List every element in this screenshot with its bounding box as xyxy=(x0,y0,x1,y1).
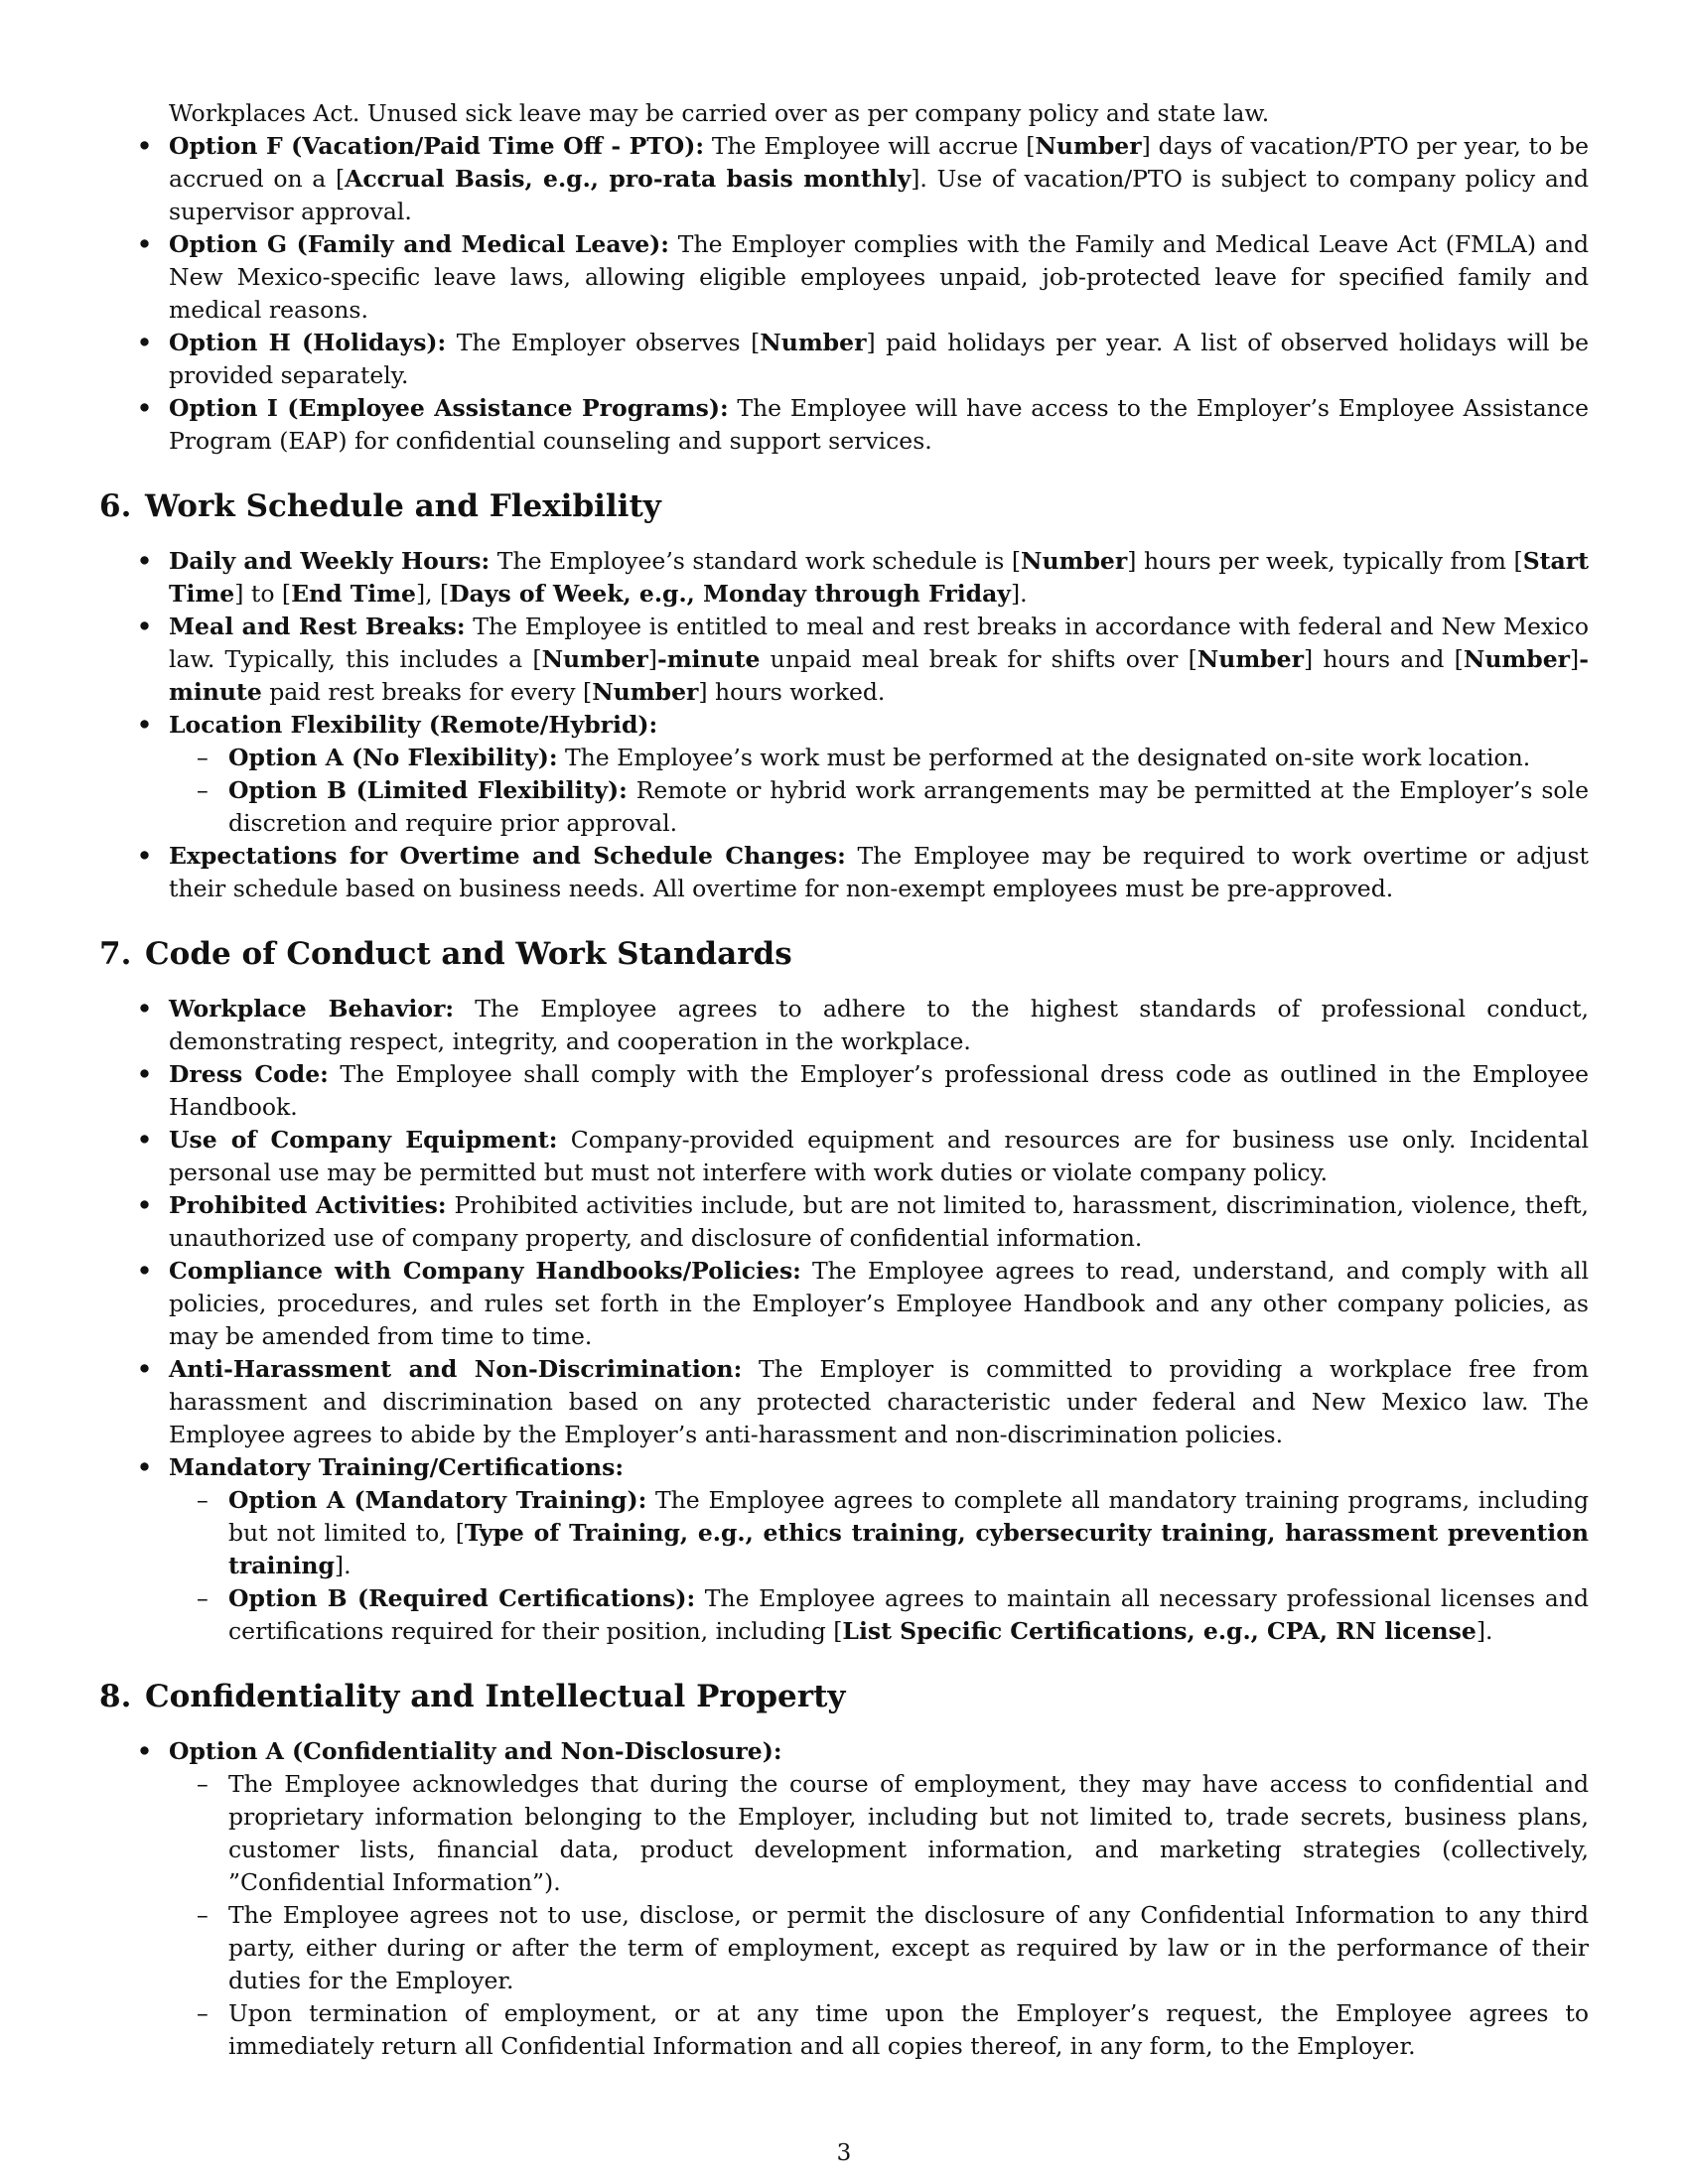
bullet-icon: • xyxy=(137,1257,153,1285)
bullet-icon: • xyxy=(137,1355,153,1383)
bullet-icon: • xyxy=(137,1737,153,1765)
list-item: • Daily and Weekly Hours: The Employee’s standard work schedule is [Number] hours per week, typically from [Start Time] to [End Time], [Days of Week, e.g., Monday through Friday]. xyxy=(137,547,1589,608)
code-of-conduct-list xyxy=(99,993,1589,1648)
dash-icon: – xyxy=(197,1770,209,1798)
sub-list xyxy=(169,742,1589,840)
list-item: • Dress Code: The Employee shall comply with the Employer’s professional dress code as outlined in the Employee Handbook. xyxy=(137,1060,1590,1121)
bullet-icon: • xyxy=(137,711,153,739)
document-page xyxy=(99,97,1589,2063)
continued-paragraph: Workplaces Act. Unused sick leave may be carried over as per company policy and state law. xyxy=(169,99,1270,127)
list-item: • Use of Company Equipment: Company-provided equipment and resources are for business use only. Incidental personal use may be permitted but must not interfere with work duties or violate company policy. xyxy=(137,1126,1589,1186)
sub-list xyxy=(169,1484,1589,1648)
section-heading xyxy=(99,935,1589,973)
bullet-icon: • xyxy=(137,1191,153,1219)
section-heading xyxy=(99,1678,1589,1715)
leave-options-list xyxy=(99,130,1589,458)
section-title: Confidentiality and Intellectual Property xyxy=(145,1679,846,1714)
sub-list-item: – Option A (No Flexibility): The Employee’s work must be performed at the designated on-site work location. xyxy=(169,742,1589,774)
list-item: • Expectations for Overtime and Schedule Changes: The Employee may be required to work overtime or adjust their schedule based on business needs. All overtime for non-exempt employees must be pre-approved. xyxy=(137,842,1589,902)
list-item: • Mandatory Training/Certifications: – Option A (Mandatory Training): The Employee agrees to complete all mandatory training programs, including but not limited to, [Type of Training, e.g., ethics training, cybersecurity training, harassment prevention training]. – Option B (Required Certifications): The Employee agrees to maintain all necessary professional licenses and certifications required for their position, including [List Specific Certifications, e.g., CPA, RN license]. xyxy=(99,1451,1589,1648)
sub-list-item: – Option B (Required Certifications): The Employee agrees to maintain all necessary professional licenses and certifications required for their position, including [List Specific Certifications, e.g., CPA, RN license]. xyxy=(197,1584,1589,1645)
section-number: 7. xyxy=(99,936,132,972)
section-number: 6. xyxy=(99,488,132,524)
dash-icon: – xyxy=(197,744,209,771)
list-item: • Meal and Rest Breaks: The Employee is entitled to meal and rest breaks in accordance with federal and New Mexico law. Typically, this includes a [Number]-minute unpaid meal break for shifts over [Number] hours and [Number]-minute paid rest breaks for every [Number] hours worked. xyxy=(137,613,1589,706)
bullet-icon: • xyxy=(137,132,153,160)
section-title: Work Schedule and Flexibility xyxy=(145,488,661,524)
sub-list-item: – Upon termination of employment, or at any time upon the Employer’s request, the Employee agrees to immediately return all Confidential Information and all copies thereof, in any form, to the Employer. xyxy=(197,1999,1589,2060)
list-item: • Workplace Behavior: The Employee agrees to adhere to the highest standards of professional conduct, demonstrating respect, integrity, and cooperation in the workplace. xyxy=(137,995,1589,1055)
bullet-icon: • xyxy=(137,1453,153,1481)
section-heading xyxy=(99,487,1589,525)
bullet-icon: • xyxy=(137,995,153,1023)
dash-icon: – xyxy=(197,1486,209,1514)
bullet-icon: • xyxy=(137,230,153,258)
sub-list-item: – The Employee agrees not to use, disclose, or permit the disclosure of any Confidential Information to any third party, either during or after the term of employment, except as required by law or in the performance of their duties for the Employer. xyxy=(197,1901,1589,1994)
sub-list xyxy=(169,1768,1589,2063)
work-schedule-list xyxy=(99,545,1589,905)
sub-list-item: – Option A (Mandatory Training): The Employee agrees to complete all mandatory training programs, including but not limited to, [Type of Training, e.g., ethics training, cybersecurity training, harassment prevention training]. xyxy=(197,1486,1589,1579)
dash-icon: – xyxy=(197,1584,209,1612)
confidentiality-list xyxy=(99,1735,1589,2063)
dash-icon: – xyxy=(197,1999,209,2027)
bullet-icon: • xyxy=(137,1126,153,1154)
section-title: Code of Conduct and Work Standards xyxy=(145,936,792,972)
bullet-icon: • xyxy=(137,1060,153,1088)
list-item: • Option I (Employee Assistance Programs): The Employee will have access to the Employer’s Employee Assistance Program (EAP) for confidential counseling and support services. xyxy=(137,394,1589,455)
list-item: • Option H (Holidays): The Employer observes [Number] paid holidays per year. A list of observed holidays will be provided separately. xyxy=(137,329,1590,389)
section-number: 8. xyxy=(99,1679,132,1714)
list-item: • Option F (Vacation/Paid Time Off - PTO): The Employee will accrue [Number] days of vacation/PTO per year, to be accrued on a [Accrual Basis, e.g., pro-rata basis monthly]. Use of vacation/PTO is subject to company policy and supervisor approval. xyxy=(137,132,1590,225)
dash-icon: – xyxy=(197,776,209,804)
list-item: • Anti-Harassment and Non-Discrimination: The Employer is committed to providing a workplace free from harassment and discrimination based on any protected characteristic under federal and New Mexico law. The Employee agrees to abide by the Employer’s anti-harassment and non-discrimination policies. xyxy=(137,1355,1590,1448)
bullet-icon: • xyxy=(137,842,153,870)
bullet-icon: • xyxy=(137,547,153,575)
list-item: • Location Flexibility (Remote/Hybrid): – Option A (No Flexibility): The Employee’s work must be performed at the designated on-site work location. – Option B (Limited Flexibility): Remote or hybrid work arrangements may be permitted at the Employer’s sole discretion and require prior approval. xyxy=(99,709,1589,840)
sub-list-item: – Option B (Limited Flexibility): Remote or hybrid work arrangements may be permitted at the Employer’s sole discretion and require prior approval. xyxy=(197,776,1589,837)
dash-icon: – xyxy=(197,1901,209,1929)
sub-list-item: – The Employee acknowledges that during the course of employment, they may have access to confidential and proprietary information belonging to the Employer, including but not limited to, trade secrets, business plans, customer lists, financial data, product development information, and marketing strategies (collectively, ”Confidential Information”). xyxy=(197,1770,1589,1896)
list-item: • Option G (Family and Medical Leave): The Employer complies with the Family and Medical Leave Act (FMLA) and New Mexico-specific leave laws, allowing eligible employees unpaid, job-protected leave for specified family and medical reasons. xyxy=(137,230,1589,324)
bullet-icon: • xyxy=(137,613,153,640)
bullet-icon: • xyxy=(137,394,153,422)
list-item: • Option A (Confidentiality and Non-Disclosure): – The Employee acknowledges that during the course of employment, they may have access to confidential and proprietary information belonging to the Employer, including but not limited to, trade secrets, business plans, customer lists, financial data, product development information, and marketing strategies (collectively, ”Confidential Information”). – The Employee agrees not to use, disclose, or permit the disclosure of any Confidential Information to any third party, either during or after the term of employment, except as required by law or in the performance of their duties for the Employer. – Upon termination of employment, or at any time upon the Employer’s request, the Employee agrees to immediately return all Confidential Information and all copies thereof, in any form, to the Employer. xyxy=(99,1735,1589,2063)
list-item: • Compliance with Company Handbooks/Policies: The Employee agrees to read, understand, and comply with all policies, procedures, and rules set forth in the Employer’s Employee Handbook and any other company policies, as may be amended from time to time. xyxy=(137,1257,1590,1350)
page-number: 3 xyxy=(836,2140,852,2166)
bullet-icon: • xyxy=(137,329,153,356)
list-item: • Prohibited Activities: Prohibited activities include, but are not limited to, harassment, discrimination, violence, theft, unauthorized use of company property, and disclosure of confidential information. xyxy=(137,1191,1590,1252)
